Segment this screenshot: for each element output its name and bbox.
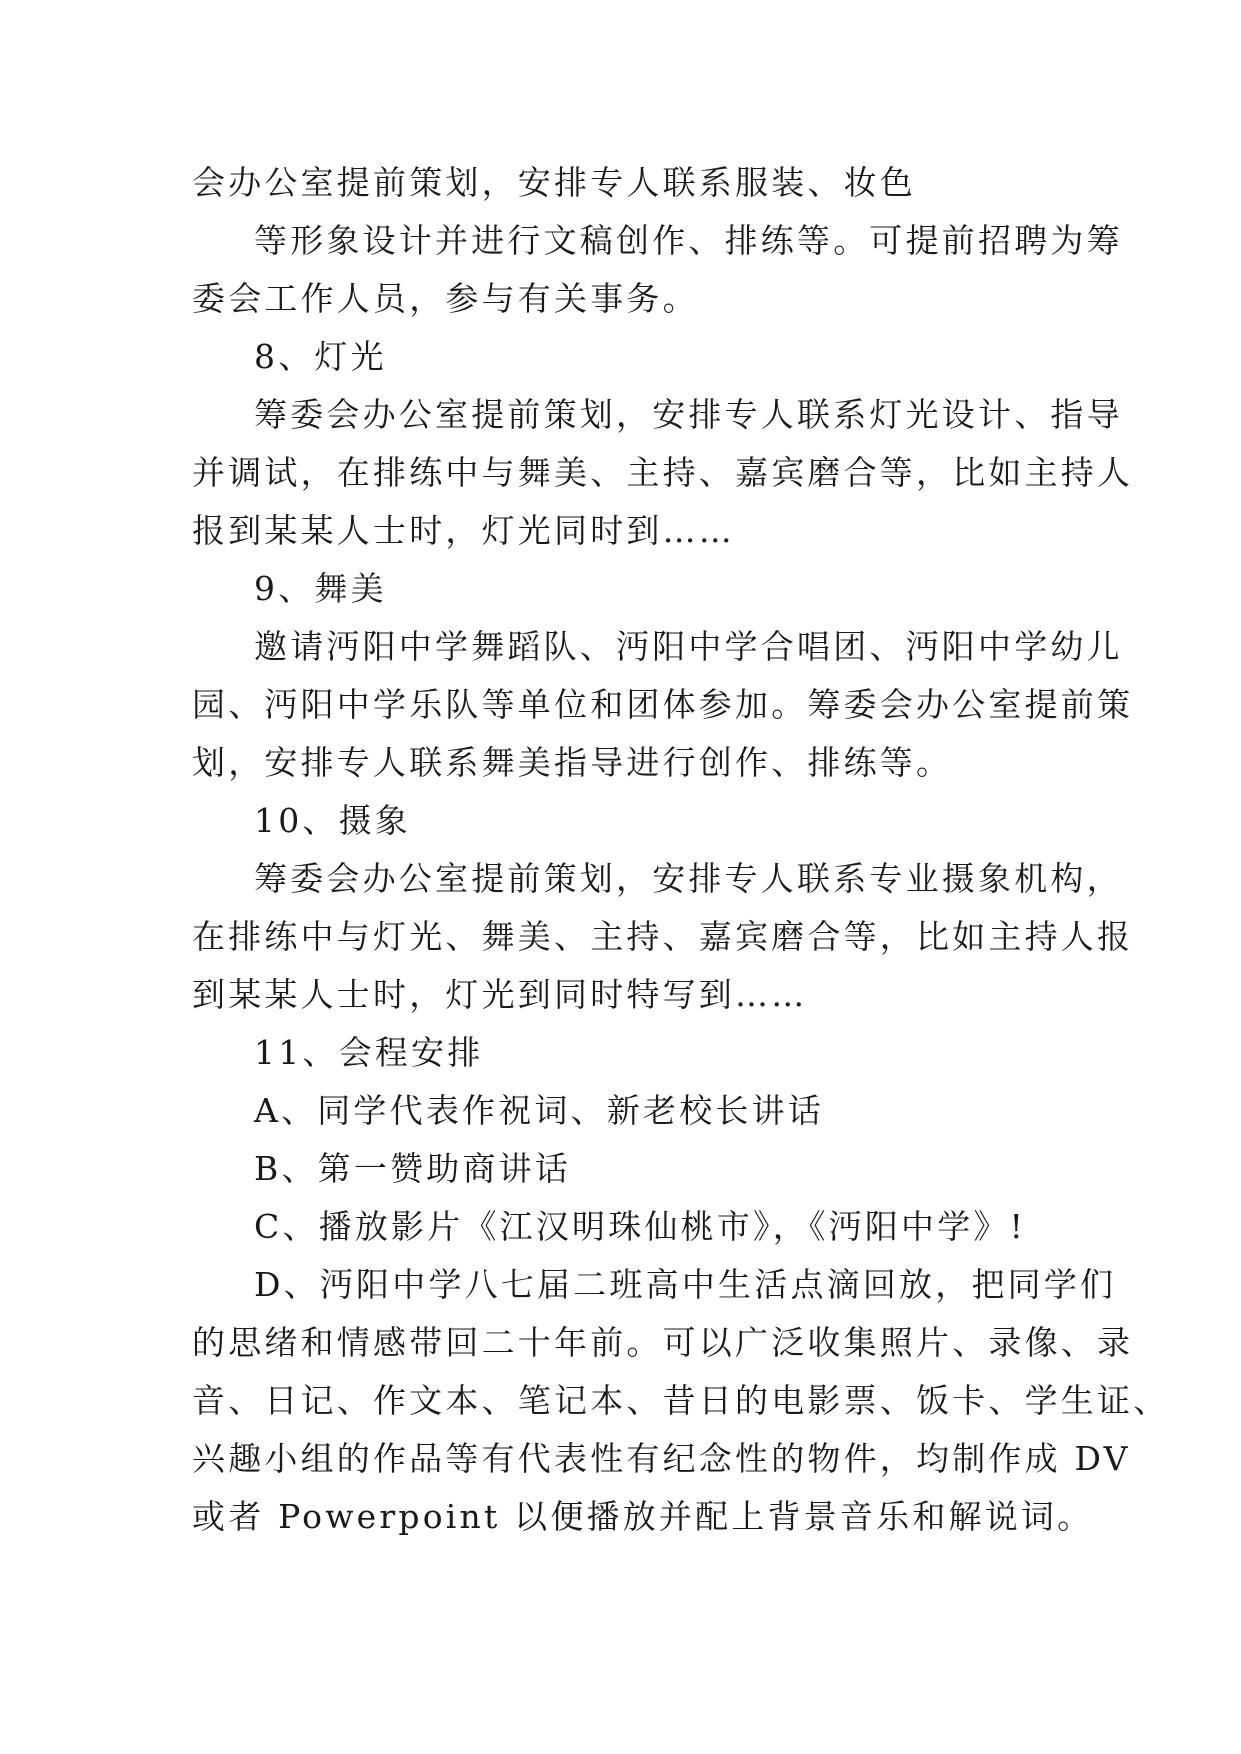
body-text-line: 划，安排专人联系舞美指导进行创作、排练等。 [192,743,953,782]
body-text-line: 的思绪和情感带回二十年前。可以广泛收集照片、录像、录 [192,1323,1134,1362]
body-text-line: 等形象设计并进行文稿创作、排练等。可提前招聘为筹 [254,221,1123,260]
section-heading: 11、会程安排 [254,1033,484,1072]
body-text-line: 报到某某人士时，灯光同时到…… [192,511,735,550]
section-heading: 10、摄象 [254,801,411,840]
list-item: D、沔阳中学八七届二班高中生活点滴回放，把同学们 [254,1265,1117,1304]
body-text-line: 到某某人士时，灯光到同时特写到…… [192,975,808,1014]
body-text-line: 在排练中与灯光、舞美、主持、嘉宾磨合等，比如主持人报 [192,917,1134,956]
body-text-line: 并调试，在排练中与舞美、主持、嘉宾磨合等，比如主持人 [192,453,1134,492]
body-text-line: 会办公室提前策划，安排专人联系服装、妆色 [192,163,916,202]
body-text-line: 兴趣小组的作品等有代表性有纪念性的物件，均制作成 DV [192,1439,1131,1478]
list-item: A、同学代表作祝词、新老校长讲话 [254,1091,825,1130]
body-text-line: 或者 Powerpoint 以便播放并配上背景音乐和解说词。 [192,1497,1094,1536]
body-text-line: 园、沔阳中学乐队等单位和团体参加。筹委会办公室提前策 [192,685,1134,724]
body-text-line: 音、日记、作文本、笔记本、昔日的电影票、饭卡、学生证、 [192,1381,1170,1420]
section-heading: 8、灯光 [254,337,387,376]
list-item: C、播放影片《江汉明珠仙桃市》，《沔阳中学》! [254,1207,1027,1246]
section-heading: 9、舞美 [254,569,387,608]
list-item: B、第一赞助商讲话 [254,1149,572,1188]
body-text-line: 邀请沔阳中学舞蹈队、沔阳中学合唱团、沔阳中学幼儿 [254,627,1123,666]
body-text-line: 筹委会办公室提前策划，安排专人联系灯光设计、指导 [254,395,1123,434]
body-text-line: 委会工作人员，参与有关事务。 [192,279,699,318]
body-text-line: 筹委会办公室提前策划，安排专人联系专业摄象机构， [254,859,1123,898]
